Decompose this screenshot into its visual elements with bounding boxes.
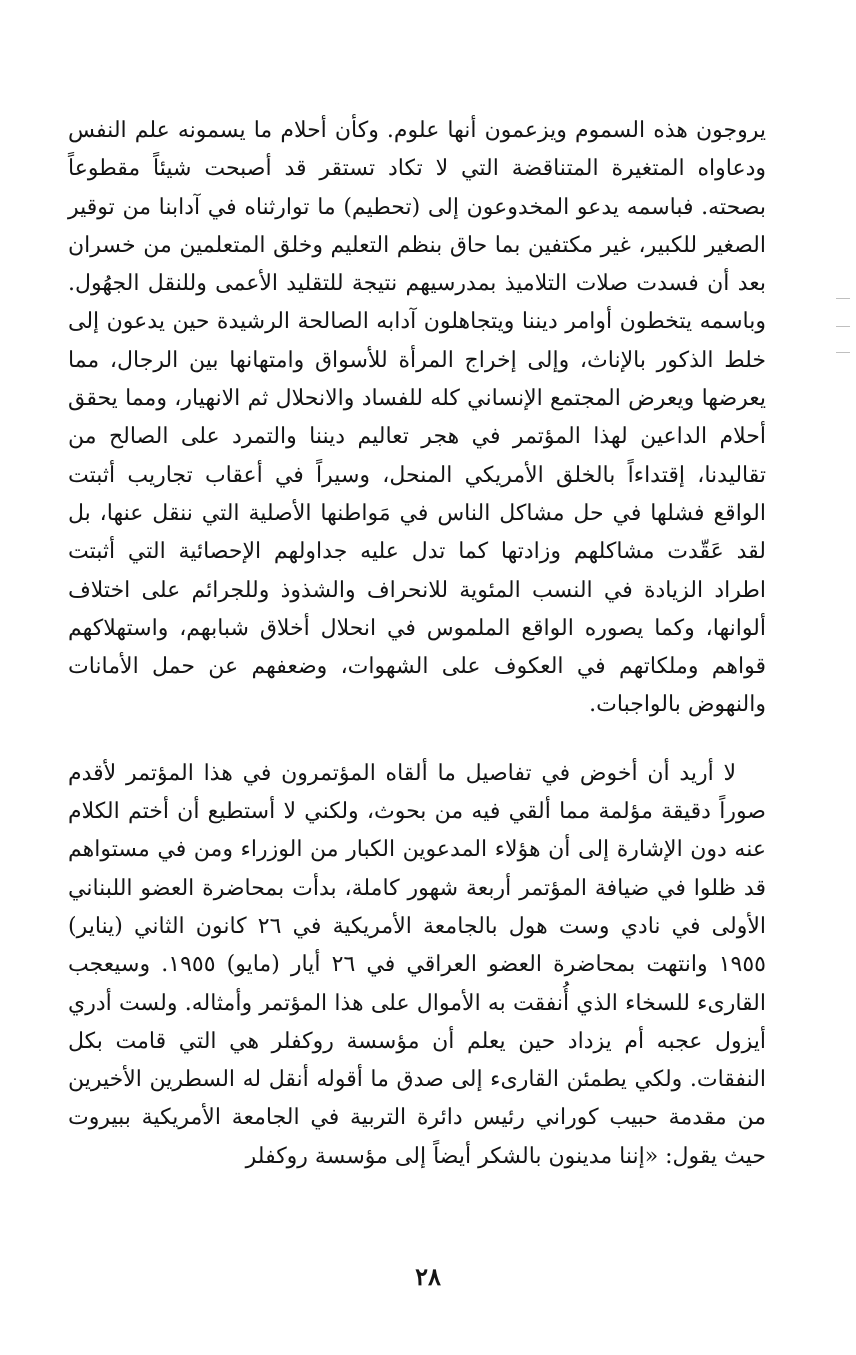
page-number: ٢٨ (415, 1262, 441, 1291)
paragraph-2: لا أريد أن أخوض في تفاصيل ما ألقاه المؤتمرون في هذا المؤتمر لأقدم صوراً دقيقة مؤلمة مما ألقي فيه من بحوث، ولكني لا أستطيع أن أختم الكلام عنه دون الإشارة إلى أن هؤلاء المدعوين الكبار من الوزراء ومن في مستواهم قد ظلوا في ضيافة المؤتمر أربعة شهور كاملة، بدأت بمحاضرة العضو اللبناني الأولى في نادي وست هول بالجامعة الأمريكية في ٢٦ كانون الثاني (يناير) ١٩٥٥ وانتهت بمحاضرة العضو العراقي في ٢٦ أيار (مايو) ١٩٥٥. وسيعجب القارىء للسخاء الذي أُنفقت به الأموال على هذا المؤتمر وأمثاله. ولست أدري أيزول عجبه أم يزداد حين يعلم أن مؤسسة روكفلر هي التي قامت بكل النفقات. ولكي يطمئن القارىء إلى صدق ما أقوله أنقل له السطرين الأخيرين من مقدمة حبيب كوراني رئيس دائرة التربية في الجامعة الأمريكية ببيروت حيث يقول: «إننا مدينون بالشكر أيضاً إلى مؤسسة روكفلر (68, 760, 767, 1169)
paragraph-1: يروجون هذه السموم ويزعمون أنها علوم. وكأن أحلام ما يسمونه علم النفس ودعاواه المتغيرة المتناقضة التي لا تكاد تستقر قد أصبحت شيئاً مقطوعاً بصحته. فباسمه يدعو المخدوعون إلى (تحطيم) ما توارثناه في آدابنا من توقير الصغير للكبير، غير مكتفين بما حاق بنظم التعليم وخلق المتعلمين من خسران بعد أن فسدت صلات التلاميذ بمدرسيهم نتيجة للتقليد الأعمى وللنقل الجهُول. وباسمه يتخطون أوامر ديننا ويتجاهلون آدابه الصالحة الرشيدة حين يدعون إلى خلط الذكور بالإناث، وإلى إخراج المرأة للأسواق وامتهانها بين الرجال، مما يعرضها ويعرض المجتمع الإنساني كله للفساد والانحلال ثم الانهيار، ومما يحقق أحلام الداعين لهذا المؤتمر في هجر تعاليم ديننا والتمرد على الصالح من تقاليدنا، إقتداءاً بالخلق الأمريكي المنحل، وسيراً في أعقاب تجاريب أثبتت الواقع فشلها في حل مشاكل الناس في مَواطنها الأصلية التي ننقل عنها، بل لقد عَقّدت مشاكلهم وزادتها كما تدل عليه جداولهم الإحصائية التي أثبتت اطراد الزيادة في النسب المئوية للانحراف والشذوذ وللجرائم على اختلاف ألوانها، وكما يصوره الواقع الملموس في انحلال أخلاق شبابهم، واستهلاكهم قواهم وملكاتهم في العكوف على الشهوات، وضعفهم عن حمل الأمانات والنهوض بالواجبات. (68, 118, 766, 718)
margin-mark (836, 298, 850, 299)
margin-mark (836, 326, 850, 327)
margin-mark (836, 352, 850, 353)
